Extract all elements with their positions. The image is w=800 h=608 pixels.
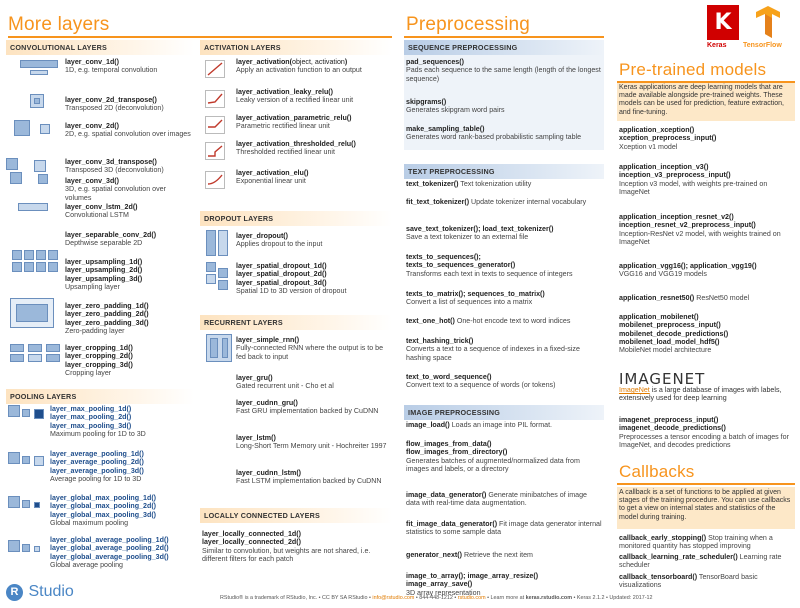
function-desc: Long-Short Term Memory unit - Hochreiter 1997 <box>236 442 387 451</box>
icon-cell <box>48 250 58 260</box>
tensorflow-logo <box>748 4 788 40</box>
imagenet-fn-desc: Preprocesses a tensor encoding a batch of images for ImageNet, and decodes predictions <box>619 432 789 449</box>
icon-cell <box>10 344 24 352</box>
conv-layer-item <box>65 231 193 248</box>
function-name: layer_lstm() <box>236 434 276 442</box>
function-desc: Transposed 2D (deconvolution) <box>65 104 164 113</box>
function-name: image_load() <box>406 421 450 429</box>
keras-logo <box>707 5 739 40</box>
keras-k-icon: K <box>714 10 732 35</box>
function-desc: Inception v3 model, with weights pre-trained on ImageNet <box>619 179 768 196</box>
function-name: texts_to_sequences(); texts_to_sequences_generator() <box>406 253 516 270</box>
function-desc: VGG16 and VGG19 models <box>619 270 707 279</box>
text-item <box>406 253 602 278</box>
tensorflow-icon <box>748 4 788 40</box>
function-desc: Save a text tokenizer to an external file <box>406 233 529 242</box>
function-desc: Generates skipgram word pairs <box>406 106 505 115</box>
conv-layer-item <box>65 96 193 113</box>
activation-layers-header: ACTIVATION LAYERS <box>200 40 392 55</box>
function-name: layer_zero_padding_1d() layer_zero_padding_2d() layer_zero_padding_3d() <box>65 302 149 327</box>
text-item <box>406 373 602 390</box>
footer-trademark: RStudio® is a trademark of RStudio, Inc. • CC BY SA RStudio • <box>220 595 373 601</box>
icon-cell <box>8 496 20 508</box>
preprocessing-title: Preprocessing <box>406 14 531 35</box>
image-item <box>406 520 602 537</box>
function-desc: Converts a text to a sequence of indexes in a fixed-size hashing space <box>406 345 580 362</box>
function-desc: Loads an image into PIL format. <box>449 421 553 429</box>
function-name: layer_conv_lstm_2d() <box>65 203 138 211</box>
conv-layers-header: CONVOLUTIONAL LAYERS <box>6 40 194 55</box>
function-desc: 1D, e.g. temporal convolution <box>65 66 158 75</box>
function-name: layer_gru() <box>236 374 273 382</box>
function-name: image_to_array(); image_array_resize() image_array_save() <box>406 572 539 589</box>
function-name: layer_cudnn_lstm() <box>236 469 302 477</box>
icon-cell <box>40 124 50 134</box>
recurrent-item <box>236 399 394 416</box>
text-preprocessing-header: TEXT PREPROCESSING <box>404 164 604 179</box>
function-name: layer_conv_2d() <box>65 122 120 130</box>
function-name: application_xception() xception_preprocess_input() <box>619 126 717 143</box>
imagenet-link[interactable]: ImageNet <box>619 386 650 394</box>
text-item <box>406 225 602 242</box>
function-desc: Average pooling for 1D to 3D <box>50 474 142 483</box>
dropout-item <box>236 262 394 295</box>
icon-cell <box>48 262 58 272</box>
imagenet-desc-text: is a large database of images with labels, extensively used for deep learning <box>619 386 782 403</box>
activation-curve-icon <box>205 171 225 189</box>
imagenet-fn: imagenet_preprocess_input() imagenet_decode_predictions() <box>619 416 726 433</box>
pretrained-item <box>619 163 797 196</box>
function-name: texts_to_matrix(); sequences_to_matrix() <box>406 290 545 298</box>
function-name: layer_conv_1d() <box>65 58 120 66</box>
icon-cell <box>24 250 34 260</box>
function-desc: Generates batches of augmented/normalized data from images and labels, or a directory <box>406 456 580 473</box>
text-item <box>406 198 602 206</box>
icon-cell <box>18 203 48 211</box>
rstudio-brand: Studio <box>28 583 74 600</box>
pooling-item <box>50 536 195 569</box>
sequence-item <box>406 98 602 115</box>
function-name: application_mobilenet() mobilenet_preprocess_input() mobilenet_decode_predictions() mobilenet_load_model_hdf5() <box>619 313 729 346</box>
footer-learn: • Learn more at <box>485 595 526 601</box>
conv-layer-item <box>65 258 193 291</box>
icon-cell <box>34 546 40 552</box>
footer-version: • Keras 2.1.2 • Updated: 2017-12 <box>572 595 653 601</box>
icon-cell <box>36 250 46 260</box>
callback-item <box>619 534 797 551</box>
function-desc: Fast LSTM implementation backed by CuDNN <box>236 477 382 486</box>
text-item <box>406 290 602 307</box>
callback-item <box>619 553 797 570</box>
function-desc: Xception v1 model <box>619 142 678 151</box>
conv-layer-item <box>65 203 193 220</box>
callbacks-intro <box>617 487 795 529</box>
function-name: layer_activation_parametric_relu() <box>236 114 352 122</box>
recurrent-item <box>236 374 394 391</box>
function-name: layer_average_pooling_1d() layer_average_pooling_2d() layer_average_pooling_3d() <box>50 450 144 475</box>
icon-cell <box>8 540 20 552</box>
function-desc: Leaky version of a rectified linear unit <box>236 96 354 105</box>
footer-phone: • 844-448-1212 • <box>414 595 458 601</box>
icon-cell <box>30 70 48 75</box>
activation-curve-icon <box>205 116 225 134</box>
sequence-preprocessing-header: SEQUENCE PREPROCESSING <box>404 40 604 55</box>
function-name: layer_global_max_pooling_1d() layer_global_max_pooling_2d() layer_global_max_pooling_3d() <box>50 494 157 519</box>
icon-cell <box>34 409 44 419</box>
footer-site-link[interactable]: rstudio.com <box>457 595 486 601</box>
recurrent-item <box>236 336 394 361</box>
function-desc: TensorBoard basic visualizations <box>619 573 758 590</box>
icon-cell <box>218 230 228 256</box>
icon-cell <box>34 98 40 104</box>
function-desc: Global average pooling <box>50 560 123 569</box>
icon-cell <box>22 409 30 417</box>
pretrained-item <box>619 294 797 302</box>
function-args: object, activation <box>292 58 345 66</box>
icon-cell <box>210 338 218 358</box>
activation-item <box>236 58 394 75</box>
function-name: layer_conv_3d() <box>65 177 120 185</box>
pretrained-models-title: Pre-trained models <box>619 60 767 79</box>
image-item <box>406 440 602 473</box>
function-desc: Convert a list of sequences into a matrix <box>406 298 533 307</box>
function-desc: Convert text to a sequence of words (or tokens) <box>406 381 556 390</box>
function-desc: Fit image data generator internal statistics to some sample data <box>406 520 602 537</box>
function-desc: Spatial 1D to 3D version of dropout <box>236 286 347 295</box>
conv-layer-item <box>65 158 193 175</box>
function-name: layer_activation_thresholded_relu() <box>236 140 356 148</box>
imagenet-logo: IMAGENET <box>619 370 706 388</box>
image-item <box>406 421 602 429</box>
function-desc: 2D, e.g. spatial convolution over images <box>65 130 191 139</box>
icon-cell <box>12 262 22 272</box>
prep-title-rule <box>404 36 604 38</box>
function-name: fit_image_data_generator() <box>406 520 498 528</box>
icon-cell <box>8 405 20 417</box>
function-name: make_sampling_table() <box>406 125 485 133</box>
function-desc: Depthwise separable 2D <box>65 239 143 248</box>
imagenet-desc <box>619 386 795 403</box>
function-desc: Fully-connected RNN where the output is to be fed back to input <box>236 344 384 361</box>
function-desc: Generates word rank-based probabilistic sampling table <box>406 133 582 142</box>
function-name <box>236 58 394 66</box>
icon-cell <box>8 452 20 464</box>
function-desc: Exponential linear unit <box>236 177 306 186</box>
function-desc: MobileNet model architecture <box>619 346 712 355</box>
conv-layer-item <box>65 122 193 139</box>
pooling-item <box>50 450 195 483</box>
function-name: layer_activation_leaky_relu() <box>236 88 334 96</box>
icon-cell <box>36 262 46 272</box>
function-desc: Parametric rectified linear unit <box>236 122 330 131</box>
icon-cell <box>34 502 40 508</box>
function-desc: Cropping layer <box>65 368 112 377</box>
function-name: layer_cropping_1d() layer_cropping_2d() layer_cropping_3d() <box>65 344 133 369</box>
activation-curve-icon <box>205 142 225 160</box>
function-desc: Learning rate scheduler <box>619 553 782 570</box>
icon-cell <box>218 280 228 290</box>
function-desc: Convolutional LSTM <box>65 211 129 220</box>
imagenet-functions <box>619 416 795 449</box>
text-item <box>406 317 602 325</box>
icon-cell <box>6 158 18 170</box>
recurrent-item <box>236 469 394 486</box>
function-name: application_vgg16(); application_vgg19() <box>619 262 757 270</box>
icon-cell <box>10 354 24 362</box>
footer-line <box>220 595 653 601</box>
function-desc: Stop training when a monitored quantity has stopped improving <box>619 534 773 551</box>
tensorflow-label: TensorFlow <box>743 42 782 49</box>
pooling-layers-header: POOLING LAYERS <box>6 389 194 404</box>
function-name: layer_dropout() <box>236 232 289 240</box>
icon-cell <box>46 344 60 352</box>
image-preprocessing-header: IMAGE PREPROCESSING <box>404 405 604 420</box>
activation-item <box>236 169 394 186</box>
image-item <box>406 491 602 508</box>
pretrained-item <box>619 126 797 151</box>
function-name: application_inception_v3() inception_v3_preprocess_input() <box>619 163 731 180</box>
activation-item <box>236 88 394 105</box>
function-desc: 3D, e.g. spatial convolution over volumes <box>65 185 166 202</box>
function-desc: Apply an activation function to an output <box>236 66 362 75</box>
pretrained-intro-text: Keras applications are deep learning models that are made available alongside pre-trained weights. These models can be used for prediction, feature extraction, and fine-tuning. <box>619 84 784 116</box>
callback-item <box>619 573 797 590</box>
locally-connected-header: LOCALLY CONNECTED LAYERS <box>200 508 392 523</box>
image-item <box>406 572 602 597</box>
function-name: callback_early_stopping() <box>619 534 707 542</box>
icon-cell <box>22 544 30 552</box>
function-desc: ResNet50 model <box>694 294 750 302</box>
function-name: callback_learning_rate_scheduler() <box>619 553 738 561</box>
function-desc: One-hot encode text to word indices <box>454 317 571 325</box>
footer-email-link[interactable]: info@rstudio.com <box>372 595 415 601</box>
function-desc: 3D array representation <box>406 588 481 597</box>
icon-cell <box>14 120 30 136</box>
function-name: layer_global_average_pooling_1d() layer_global_average_pooling_2d() layer_global_average_pooling_3d() <box>50 536 169 561</box>
keras-label: Keras <box>707 42 727 49</box>
text-item <box>406 337 602 362</box>
function-name: layer_locally_connected_1d() layer_locally_connected_2d() <box>202 530 301 547</box>
conv-layer-item <box>65 58 193 75</box>
icon-cell <box>34 456 44 466</box>
function-desc: Retrieve the next item <box>461 551 533 559</box>
dropout-layers-header: DROPOUT LAYERS <box>200 211 392 226</box>
function-name: generator_next() <box>406 551 462 559</box>
function-name: text_tokenizer() <box>406 180 459 188</box>
icon-cell <box>20 60 58 68</box>
function-name: layer_conv_2d_transpose() <box>65 96 157 104</box>
pretrained-intro <box>617 83 795 121</box>
function-desc: Transposed 3D (deconvolution) <box>65 166 164 175</box>
icon-cell <box>28 354 42 362</box>
activation-item <box>236 114 394 131</box>
function-name: layer_max_pooling_1d() layer_max_pooling_2d() layer_max_pooling_3d() <box>50 405 132 430</box>
function-close: ) <box>344 58 348 66</box>
function-name: layer_upsampling_1d() layer_upsampling_2d() layer_upsampling_3d() <box>65 258 143 283</box>
function-name: layer_simple_rnn() <box>236 336 300 344</box>
pooling-item <box>50 405 195 438</box>
activation-curve-icon <box>205 60 225 78</box>
sequence-item <box>406 58 602 83</box>
icon-cell <box>38 174 48 184</box>
callbacks-title: Callbacks <box>619 462 695 481</box>
function-desc: Upsampling layer <box>65 282 120 291</box>
function-desc: Inception-ResNet v2 model, with weights trained on ImageNet <box>619 229 781 246</box>
icon-cell <box>28 344 42 352</box>
rstudio-r-icon: R <box>6 584 23 601</box>
function-name: layer_activation_elu() <box>236 169 309 177</box>
rstudio-logo <box>6 583 74 601</box>
pooling-item <box>50 494 195 527</box>
function-name: application_resnet50() <box>619 294 695 302</box>
text-item <box>406 180 602 188</box>
icon-cell <box>22 500 30 508</box>
icon-cell <box>22 456 30 464</box>
function-desc: Update tokenizer internal vocabulary <box>469 198 587 206</box>
icon-cell <box>46 354 60 362</box>
function-desc: Thresholded rectified linear unit <box>236 148 335 157</box>
function-desc: Pads each sequence to the same length (length of the longest sequence) <box>406 66 601 83</box>
conv-layer-item <box>65 302 193 335</box>
dropout-item <box>236 232 394 249</box>
function-desc: Similar to convolution, but weights are not shared, i.e. different filters for each patch <box>202 546 371 563</box>
function-name: save_text_tokenizer(); load_text_tokenizer() <box>406 225 554 233</box>
callbacks-intro-text: A callback is a set of functions to be applied at given stages of the training procedure. You can use callbacks to get a view on internal states and statistics of the model during training. <box>619 489 791 521</box>
function-name: flow_images_from_data() flow_images_from_directory() <box>406 440 508 457</box>
icon-cell <box>16 304 48 322</box>
function-desc: Maximum pooling for 1D to 3D <box>50 429 146 438</box>
function-name: skipgrams() <box>406 98 447 106</box>
function-name: text_hashing_trick() <box>406 337 474 345</box>
function-name: text_one_hot() <box>406 317 455 325</box>
function-desc: Fast GRU implementation backed by CuDNN <box>236 407 379 416</box>
footer-learn-link[interactable]: keras.rstudio.com <box>525 595 573 601</box>
icon-cell <box>222 338 228 358</box>
function-name: pad_sequences() <box>406 58 464 66</box>
function-name: callback_tensorboard() <box>619 573 698 581</box>
icon-cell <box>24 262 34 272</box>
title-rule <box>8 36 392 38</box>
function-name-part: layer_activation( <box>236 58 292 66</box>
pretrained-item <box>619 313 797 354</box>
callbacks-rule <box>617 483 795 485</box>
sequence-item <box>406 125 602 142</box>
more-layers-title: More layers <box>8 14 110 35</box>
conv-layer-item <box>65 177 193 202</box>
function-name: image_data_generator() <box>406 491 487 499</box>
icon-cell <box>34 160 46 172</box>
pretrained-item <box>619 262 797 279</box>
recurrent-item <box>236 434 394 451</box>
activation-item <box>236 140 394 157</box>
function-name: fit_text_tokenizer() <box>406 198 470 206</box>
locally-connected-item <box>202 530 392 563</box>
function-desc: Gated recurrent unit - Cho et al <box>236 382 334 391</box>
function-desc: Applies dropout to the input <box>236 240 323 249</box>
function-desc: Transforms each text in texts to sequence of integers <box>406 269 573 278</box>
icon-cell <box>12 250 22 260</box>
image-item <box>406 551 602 559</box>
pretrained-item <box>619 213 797 246</box>
recurrent-layers-header: RECURRENT LAYERS <box>200 315 392 330</box>
icon-cell <box>10 172 22 184</box>
icon-cell <box>206 230 216 256</box>
function-desc: Global maximum pooling <box>50 518 129 527</box>
function-desc: Text tokenization utility <box>458 180 532 188</box>
icon-cell <box>218 268 228 278</box>
function-name: layer_separable_conv_2d() <box>65 231 157 239</box>
function-name: layer_spatial_dropout_1d() layer_spatial_dropout_2d() layer_spatial_dropout_3d() <box>236 262 327 287</box>
icon-cell <box>206 262 216 272</box>
function-desc: Zero-padding layer <box>65 326 125 335</box>
function-name: application_inception_resnet_v2() inception_resnet_v2_preprocess_input() <box>619 213 756 230</box>
conv-layer-item <box>65 344 193 377</box>
icon-cell <box>206 274 216 284</box>
function-name: layer_conv_3d_transpose() <box>65 158 157 166</box>
function-name: layer_cudnn_gru() <box>236 399 298 407</box>
function-name: text_to_word_sequence() <box>406 373 492 381</box>
function-desc: Generate minibatches of image data with real-time data augmentation. <box>406 491 587 508</box>
activation-curve-icon <box>205 90 225 108</box>
